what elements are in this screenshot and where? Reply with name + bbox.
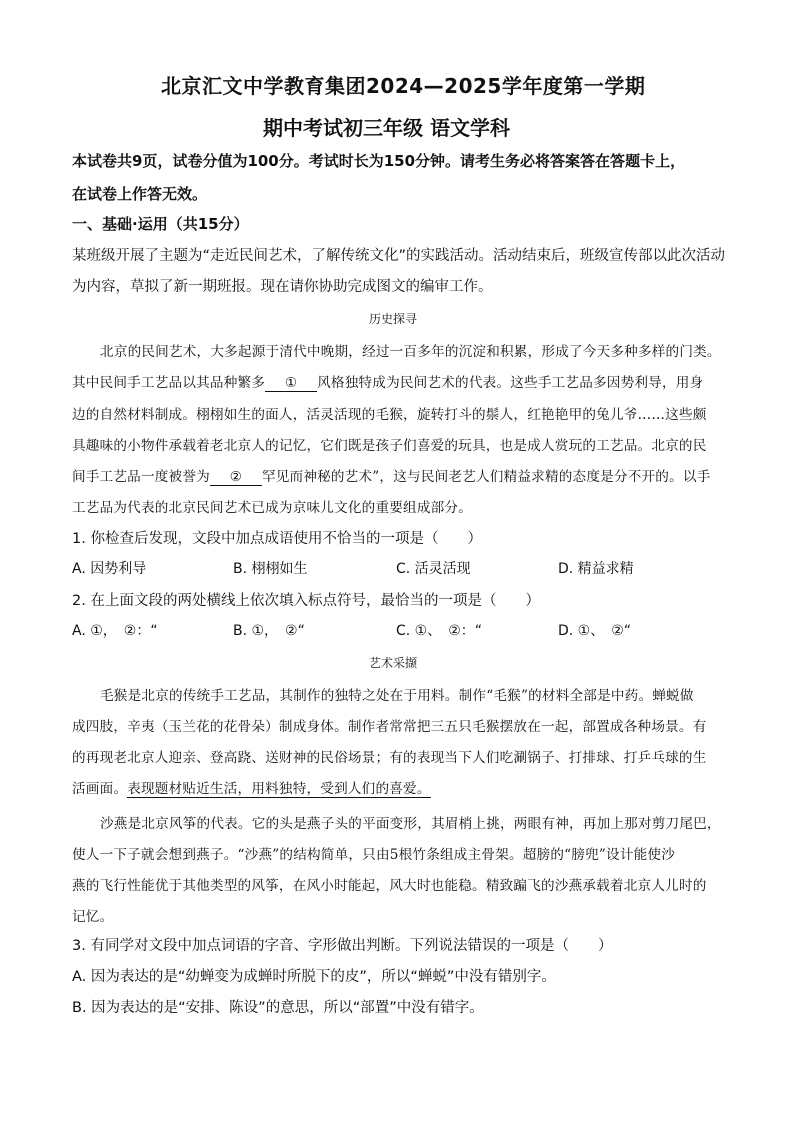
passage2-p2-line-3: 燕的飞行性能优于其他类型的风筝，在风小时能起，风大时也能稳。精致蹁飞的沙燕承载着北京人儿时的 xyxy=(72,878,707,894)
q1-option-c: C. 活灵活现 xyxy=(396,561,471,577)
passage2-p2-line-1: 沙燕是北京风筝的代表。它的头是燕子头的平面变形，其眉梢上挑，两眼有神，再加上那对剪刀尾巴， xyxy=(100,816,721,832)
q2-option-b: B. ①， ②“ xyxy=(233,623,305,639)
section-intro-1: 某班级开展了主题为“走近民间艺术，了解传统文化”的实践活动。活动结束后，班级宣传部以此次活动 xyxy=(72,248,726,264)
passage1-line-2a: 其中民间手工艺品以其品种繁多 xyxy=(72,375,266,391)
passage1-line-6: 工艺品为代表的北京民间艺术已成为京味儿文化的重要组成部分。 xyxy=(72,500,473,516)
passage-caption-history: 历史探寻 xyxy=(369,312,418,326)
passage1-line-3: 边的自然材料制成。栩栩如生的面人，活灵活现的毛猴，旋转打斗的鬃人，红艳艳甲的兔儿爷……这些颇 xyxy=(72,407,707,423)
passage1-line-5 xyxy=(72,465,711,486)
q3-option-b: B. 因为表达的是“安排、陈设”的意思，所以“部置”中没有错字。 xyxy=(72,1000,484,1016)
q2-option-c: C. ①、 ②：“ xyxy=(396,623,483,639)
passage1-line-5b: 罕见而神秘的艺术”，这与民间老艺人们精益求精的态度是分不开的。以手 xyxy=(261,469,711,485)
notice-line-1: 本试卷共9页，试卷分值为100分。考试时长为150分钟。请考生务必将答案答在答题卡上， xyxy=(72,152,686,170)
passage1-line-2 xyxy=(72,371,703,392)
question-1-stem: 1. 你检查后发现，文段中加点成语使用不恰当的一项是（ ） xyxy=(72,531,482,547)
q1-option-b: B. 栩栩如生 xyxy=(233,561,308,577)
passage1-line-2b: 风格独特成为民间艺术的代表。这些手工艺品多因势利导，用身 xyxy=(317,375,704,391)
passage2-p2-line-2: 使人一下子就会想到燕子。“沙燕”的结构简单，只由5根竹条组成主骨架。超膀的“膀兜”设计能使沙 xyxy=(72,847,675,863)
q1-option-a: A. 因势利导 xyxy=(72,561,147,577)
passage2-p1-line-2: 成四肢，辛夷（玉兰花的花骨朵）制成身体。制作者常常把三五只毛猴摆放在一起，部置成各种场景。有 xyxy=(72,719,707,735)
passage1-line-5a: 间手工艺品一度被誉为 xyxy=(72,469,210,485)
passage1-line-1: 北京的民间艺术，大多起源于清代中晚期，经过一百多年的沉淀和积累，形成了今天多种多样的门类。 xyxy=(100,344,721,360)
blank-2: ② xyxy=(210,470,262,486)
underlined-sentence: 表现题材贴近生活，用料独特，受到人们的喜爱。 xyxy=(127,781,431,797)
exam-title: 北京汇文中学教育集团2024—2025学年度第一学期 xyxy=(161,74,646,98)
passage2-p1-line-1: 毛猴是北京的传统手工艺品，其制作的独特之处在于用料。制作“毛猴”的材料全部是中药。蝉蜕做 xyxy=(100,688,694,704)
blank-1: ① xyxy=(265,376,317,392)
q3-option-a: A. 因为表达的是“幼蝉变为成蝉时所脱下的皮”，所以“蝉蜕”中没有错别字。 xyxy=(72,969,556,985)
notice-line-2: 在试卷上作答无效。 xyxy=(72,185,208,203)
section-title: 一、基础·运用（共15分） xyxy=(72,215,249,233)
q2-option-a: A. ①， ②：“ xyxy=(72,623,158,639)
section-intro-2: 为内容，草拟了新一期班报。现在请你协助完成图文的编审工作。 xyxy=(72,279,493,295)
passage2-p1-line-3: 的再现老北京人迎亲、登高跷、送财神的民俗场景；有的表现当下人们吃涮锅子、打排球、打乒乓球的生 xyxy=(72,750,707,766)
passage2-p2-line-4: 记忆。 xyxy=(72,909,114,925)
exam-subtitle: 期中考试初三年级 语文学科 xyxy=(263,116,510,140)
question-2-stem: 2. 在上面文段的两处横线上依次填入标点符号，最恰当的一项是（ ） xyxy=(72,593,540,609)
passage2-p1-line-4a: 活画面。 xyxy=(72,781,128,797)
q1-option-d: D. 精益求精 xyxy=(558,561,634,577)
passage2-p1-line-4 xyxy=(72,777,431,797)
passage-caption-art: 艺术采撷 xyxy=(369,656,418,670)
q2-option-d: D. ①、 ②“ xyxy=(558,623,632,639)
passage1-line-4: 具趣味的小物件承载着老北京人的记忆，它们既是孩子们喜爱的玩具，也是成人赏玩的工艺品。北京的民 xyxy=(72,438,707,454)
question-3-stem: 3. 有同学对文段中加点词语的字音、字形做出判断。下列说法错误的一项是（ ） xyxy=(72,938,613,954)
